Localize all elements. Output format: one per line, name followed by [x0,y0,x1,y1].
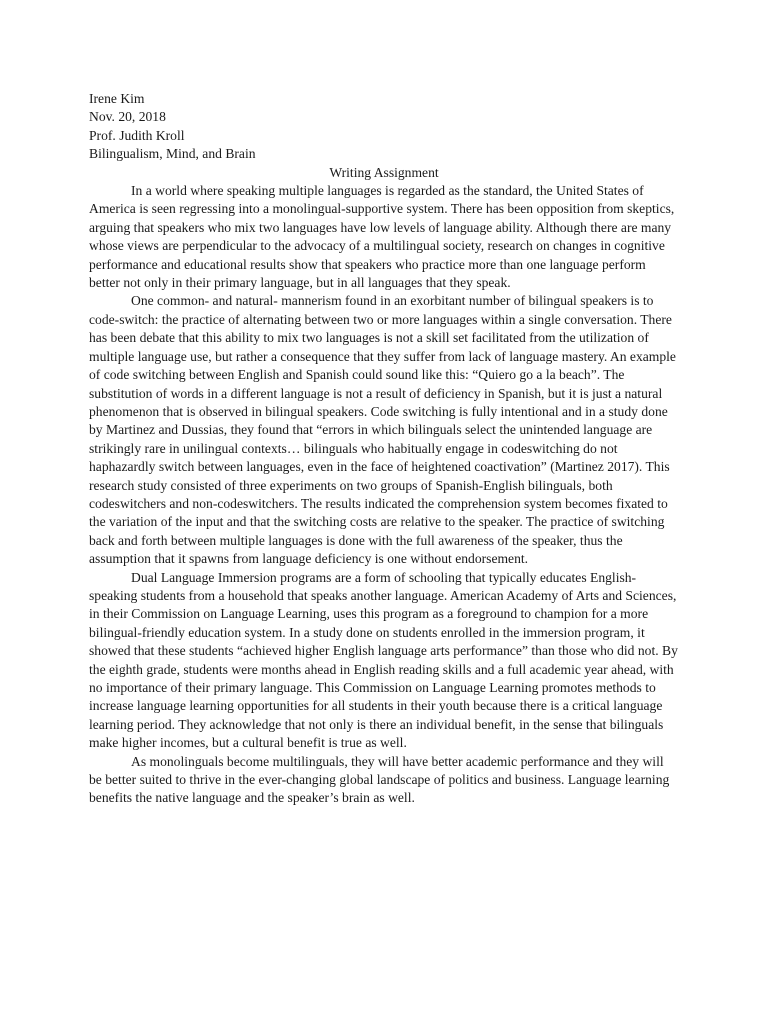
professor-name: Prof. Judith Kroll [89,127,185,143]
author-name: Irene Kim [89,91,145,106]
paragraph-code-switching: One common- and natural- mannerism found in an exorbitant number of bilingual speakers is to code-switch: the practice of alternating between two or more languages within a single conversation. There has been debate that this ability to mix two languages is not a skill set facilitated from the utilization of multiple language use, but rather a consequence that they suffer from lack of language mastery. An example of code switching between English and Spanish could sound like this: “Quiero go a la beach”. The substitution of words in a different language is not a result of deficiency in Spanish, but it is just a natural phenomenon that is observed in bilingual speakers. Code switching is fully intentional and in a study done by Martinez and Dussias, they found that “errors in which bilinguals select the unintended language are strikingly rare in unilingual contexts… bilinguals who habitually engage in codeswitching do not haphazardly switch between languages, even in the face of heightened coactivation” (Martinez 2017). This research study consisted of three experiments on two groups of Spanish-English bilinguals, both codeswitchers and non-codeswitchers. The results indicated the comprehension system becomes fixated to the variation of the input and that the switching costs are relative to the speaker. The practice of switching back and forth between multiple languages is done with the full awareness of the speaker, thus the assumption that it spawns from language deficiency is one without endorsement. [89,293,676,567]
paragraph-intro: In a world where speaking multiple languages is regarded as the standard, the United States of America is seen regressing into a monolingual-supportive system. There has been opposition from skeptics, arguing that speakers who mix two languages have low levels of language ability. Although there are many whose views are perpendicular to the advocacy of a multilingual society, research on changes in cognitive performance and educational results show that speakers who practice more than one language perform better not only in their primary language, but in all languages that they speak. [89,183,675,291]
assignment-date: Nov. 20, 2018 [89,109,166,125]
paragraph-immersion-programs: Dual Language Immersion programs are a form of schooling that typically educates English-speaking students from a household that speaks another language. American Academy of Arts and Sciences, in their Commission on Language Learning, uses this program as a foreground to champion for a more bilingual-friendly education system. In a study done on students enrolled in the immersion program, it showed that these students “achieved higher English language arts performance” than those who did not. By the eighth grade, students were months ahead in English reading skills and a full academic year ahead, with no importance of their primary language. This Commission on Language Learning promotes methods to increase language learning opportunities for all students in their youth because there is a critical language learning period. They acknowledge that not only is there an individual benefit, in the sense that bilinguals make higher incomes, but a cultural benefit is true as well. [89,569,678,751]
document-body [89,90,679,808]
course-name: Bilingualism, Mind, and Brain [89,146,256,162]
paragraph-conclusion: As monolinguals become multilinguals, they will have better academic performance and they will be better suited to thrive in the ever-changing global landscape of politics and business. Language learning benefits the native language and the speaker’s brain as well. [89,753,670,806]
document-title: Writing Assignment [329,164,439,180]
